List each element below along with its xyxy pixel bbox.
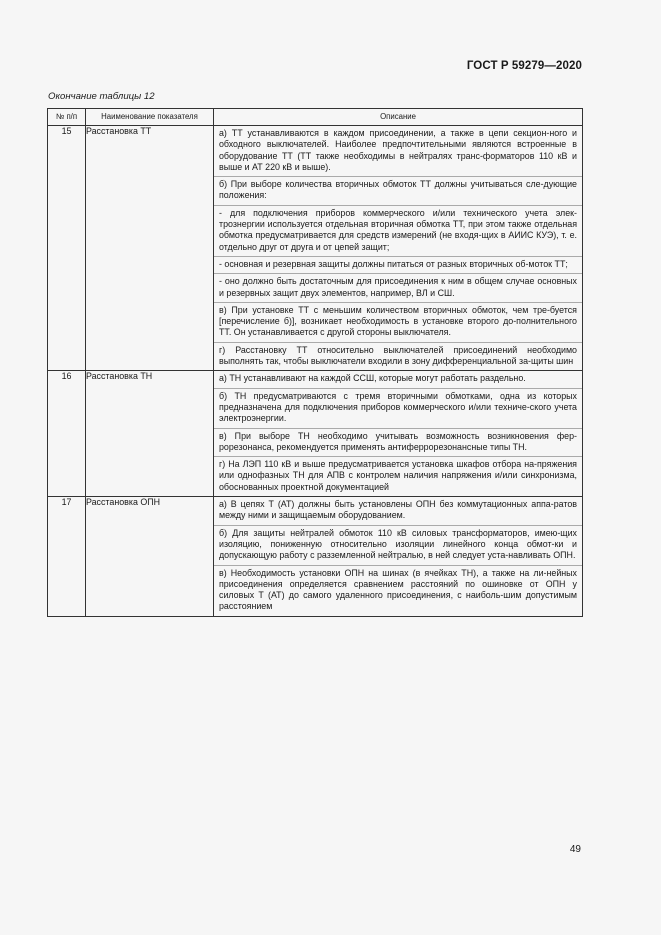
row-name: Расстановка ТТ [86,126,214,371]
description-paragraph: - основная и резервная защиты должны питаться от разных вторичных об-моток ТТ; [214,256,582,273]
table-row [48,371,583,497]
description-paragraph: г) На ЛЭП 110 кВ и выше предусматривается установка шкафов отбора на-пряжения или однофазных ТН для АПВ с контролем наличия напряжения и/или синхронизма, обоснованных проектной документацией [214,456,582,496]
description-paragraph: - для подключения приборов коммерческого и/или технического учета элек-трознергии используется отдельная вторичная обмотка ТТ, при этом также отдельная обмотка предусматривается для средств измерений (не входя-щих в АИИС КУЭ), т. е. отдельно друг от друга и от цепей защит; [214,205,582,256]
page-number: 49 [569,844,581,855]
row-name: Расстановка ОПН [86,497,214,617]
column-header-name: Наименование показателя [86,109,214,126]
description-paragraph: б) ТН предусматриваются с тремя вторичными обмотками, одна из которых предназначена для подключения приборов коммерческого и/или техниче-ского учета электроэнергии. [214,388,582,428]
table-row [48,497,583,617]
indicators-table [47,108,583,617]
description-paragraph: б) При выборе количества вторичных обмоток ТТ должны учитываться сле-дующие положения: [214,176,582,205]
column-header-description: Описание [214,109,583,126]
description-paragraph: а) ТТ устанавливаются в каждом присоединении, а также в цепи секцион-ного и обходного выключателей. Наиболее предпочтительными являются встроенные в оборудование ТТ (ТТ также необходимы в нейтралях транс-форматоров 110 кВ и выше и АТ 220 кВ и выше). [219,128,577,172]
table-caption: Окончание таблицы 12 [48,91,155,102]
table-header-row [48,109,583,126]
standard-header: ГОСТ Р 59279—2020 [466,60,582,72]
row-number: 16 [48,371,86,497]
row-description [214,371,583,497]
description-paragraph: б) Для защиты нейтралей обмоток 110 кВ силовых трансформаторов, имею-щих изоляцию, пониженную относительно изоляции линейного конца обмот-ки и допускающую работу с разземленной нейтралью, в ней следует уста-навливать ОПН. [214,525,582,565]
row-description [214,126,583,371]
row-number: 17 [48,497,86,617]
row-name: Расстановка ТН [86,371,214,497]
description-paragraph: в) При выборе ТН необходимо учитывать возможность возникновения фер-рорезонанса, рекомендуется применять антиферрорезонансные типы ТН. [214,428,582,457]
description-paragraph: г) Расстановку ТТ относительно выключателей присоединений необходимо выполнять так, чтобы выключатели входили в зону дифференциальной за-щиты шин [214,342,582,371]
description-paragraph: а) ТН устанавливают на каждой ССШ, которые могут работать раздельно. [219,373,526,384]
description-paragraph: а) В цепях Т (АТ) должны быть установлены ОПН без коммутационных аппа-ратов между ними и защищаемым оборудованием. [219,499,577,521]
description-paragraph: в) При установке ТТ с меньшим количеством вторичных обмоток, чем тре-буется [перечисление б)], возникает необходимость в установке второго до-полнительного ТТ. Он устанавливается с другой стороны выключателя. [214,302,582,342]
row-description [214,497,583,617]
table-row [48,126,583,371]
description-paragraph: - оно должно быть достаточным для присоединения к ним в общем случае основных и резервных защит двух элементов, например, ВЛ и СШ. [214,273,582,302]
description-paragraph: в) Необходимость установки ОПН на шинах (в ячейках ТН), а также на ли-нейных присоединения определяется сравнением расстояний по ошиновке от ОПН у силовых Т (АТ) до самого удаленного присоединения, с наиболь-шим допустимым расстоянием [214,565,582,616]
row-number: 15 [48,126,86,371]
column-header-number: № п/п [48,109,86,126]
